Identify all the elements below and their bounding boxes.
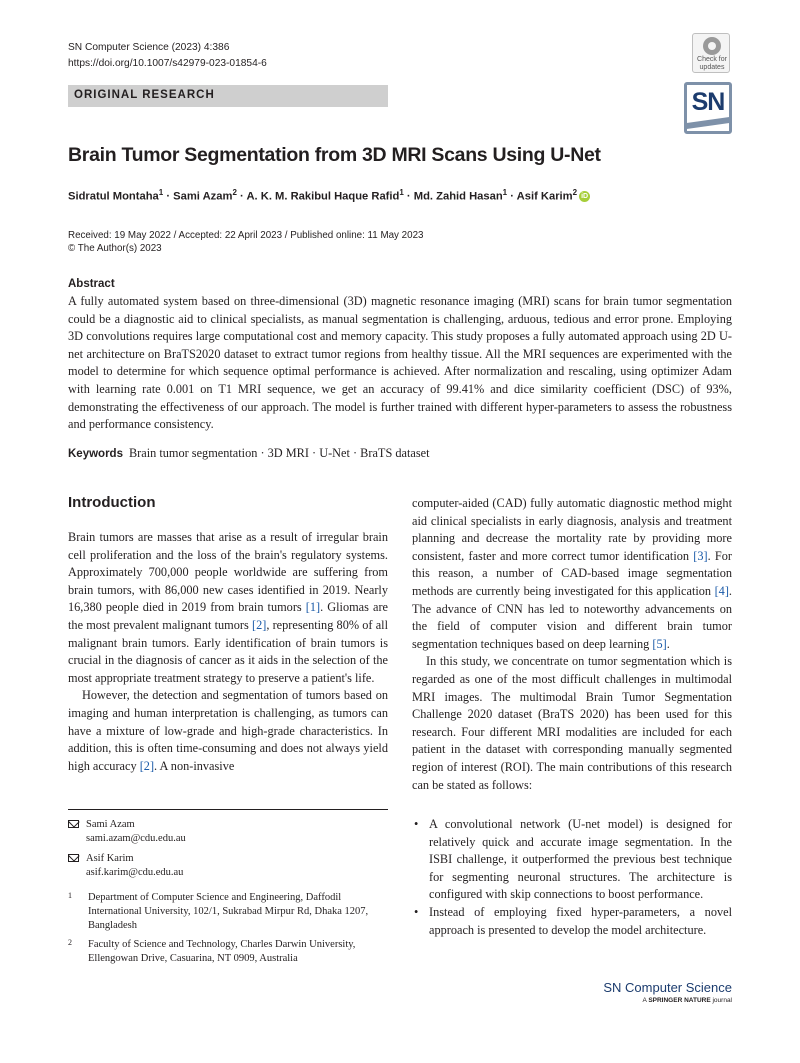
footer-journal-name: SN Computer Science xyxy=(603,980,732,995)
abstract-text: A fully automated system based on three-dimensional (3D) magnetic resonance imaging (MRI) scans for brain tumor segmentation could be a diagnostic aid to clinical specialists, as manual segmentation is challenging, arduous, tedious and error prone. Employing 3D convolutions requires large computational cost and memory capacity. This study proposes a fully automated approach using 2D U-net architecture on BraTS2020 dataset to extract tumor regions from healthy tissue. All the MRI sequences are experimented with the model to determine for which sequence optimal performance is achieved. After normalization and rescaling, using optimizer Adam with learning rate 0.001 on T1 MRI sequence, we get an accuracy of 99.41% and dice similarity coefficient (DSC) of 93%, demonstrating the effectiveness of our approach. The model is further trained with different hyper-parameters to assess the robustness and performance consistency. xyxy=(68,294,732,432)
envelope-icon xyxy=(68,854,79,862)
affiliation-number: 1 xyxy=(68,891,72,900)
intro-paragraph xyxy=(68,529,388,687)
journal-citation: SN Computer Science (2023) 4:386 xyxy=(68,42,230,53)
text-run: . For this reason, a number of CAD-based image segmentation methods are currently being investigated for this application xyxy=(412,548,732,598)
contributions-list xyxy=(412,816,732,939)
section-label-bar xyxy=(68,85,388,107)
keywords-heading: Keywords xyxy=(68,448,123,460)
article-title: Brain Tumor Segmentation from 3D MRI Scans Using U-Net xyxy=(68,144,601,166)
publisher-name: SPRINGER NATURE xyxy=(648,997,711,1004)
affiliation xyxy=(68,938,388,968)
copyright-line: © The Author(s) 2023 xyxy=(68,243,162,254)
publisher-suffix: journal xyxy=(712,997,732,1004)
author-separator: · xyxy=(510,190,514,203)
affiliation xyxy=(68,891,388,935)
sn-logo xyxy=(684,82,732,134)
intro-paragraph xyxy=(68,687,388,775)
citation-link[interactable]: [1] xyxy=(305,600,321,615)
author-separator: · xyxy=(406,190,411,203)
publisher-prefix: A xyxy=(642,997,647,1004)
list-item: • Instead of employing fixed hyper-parameters, a novel approach is presented to develop the model architecture. xyxy=(412,904,732,939)
dates-line: Received: 19 May 2022 / Accepted: 22 April 2023 / Published online: 11 May 2023 xyxy=(68,230,424,241)
intro-right-column xyxy=(412,495,732,794)
check-for-updates-label: Check for updates xyxy=(697,56,727,71)
citation-link[interactable]: [4] xyxy=(714,583,729,598)
citation-link[interactable]: [5] xyxy=(652,636,667,651)
contact-name: Sami Azam xyxy=(86,819,135,830)
envelope-icon xyxy=(68,820,79,828)
author-name[interactable]: Asif Karim xyxy=(516,190,573,203)
intro-left-column xyxy=(68,529,388,775)
affiliation-number: 2 xyxy=(68,938,72,947)
text-run: . xyxy=(666,636,670,651)
affiliation-text: Faculty of Science and Technology, Charles Darwin University, Ellengowan Drive, Casuarina, NT 0909, Australia xyxy=(88,939,356,964)
section-label: ORIGINAL RESEARCH xyxy=(74,89,215,101)
author-name[interactable]: A. K. M. Rakibul Haque Rafid xyxy=(246,190,400,203)
intro-paragraph: In this study, we concentrate on tumor segmentation which is regarded as one of the most difficult challenges in multimodal MRI images. The multimodal Brain Tumor Segmentation Challenge 2020 dataset (BraTS 2020) has been used for this research. Four different MRI modalities are included for each patient in the dataset with corresponding manually segmented region of interest (ROI). The main contributions of this research can be stated as follows: xyxy=(412,654,732,792)
citation-link[interactable]: [3] xyxy=(693,548,708,563)
author-name[interactable]: Sami Azam xyxy=(173,190,233,203)
author-separator: · xyxy=(166,190,171,203)
text-run: Brain tumors are masses that arise as a result of irregular brain cell proliferation and the loss of the brain's regulatory systems. Approximately 700,000 people worldwide are suffering from brain tumors, with 86,000 new cases identified in 2019. Nearly 16,380 people died in 2019 from brain tumors xyxy=(68,530,388,615)
contact-email[interactable]: sami.azam@cdu.edu.au xyxy=(86,833,186,844)
introduction-heading: Introduction xyxy=(68,494,156,511)
keywords xyxy=(68,446,430,461)
doi-link[interactable]: https://doi.org/10.1007/s42979-023-01854-6 xyxy=(68,58,267,69)
text-run: , representing 80% of all malignant brain tumors. Early identification of brain tumors is crucial in the diagnosis of cancer as it aids in the selection of the most appropriate treatment strategy to preserve a patient's life. xyxy=(68,617,388,685)
intro-paragraph xyxy=(412,495,732,653)
author-name[interactable]: Md. Zahid Hasan xyxy=(413,190,503,203)
check-for-updates-icon[interactable] xyxy=(692,33,730,73)
footnote-divider xyxy=(68,809,388,810)
abstract-heading: Abstract xyxy=(68,278,115,290)
footer-publisher xyxy=(560,997,732,1004)
corresponding-author-contact xyxy=(68,818,388,848)
corresponding-author-contact xyxy=(68,852,388,882)
text-run: . The advance of CNN has led to noteworthy advancements on the field of computer vision and different brain tumor segmentation techniques based on deep learning xyxy=(412,583,732,651)
contact-name: Asif Karim xyxy=(86,853,134,864)
text-run: However, the detection and segmentation of tumors based on imaging and human interpretation is challenging, as tumors can have a mixture of low-grade and high-grade characteristics. In addition, this is often time-consuming and does not always yield high accuracy xyxy=(68,688,388,773)
publication-dates xyxy=(68,229,423,255)
author-name[interactable]: Sidratul Montaha xyxy=(68,190,159,203)
text-run: computer-aided (CAD) fully automatic diagnostic method might aid clinical specialists in early diagnosis, analysis and treatment planning and decrease the mortality rate by providing more consistent, faster and more correct tumor identification xyxy=(412,496,732,563)
citation-link[interactable]: [2] xyxy=(251,617,267,632)
text-run: . A non-invasive xyxy=(154,758,235,773)
sn-logo-text: SN xyxy=(691,88,725,116)
text-run: . Gliomas are the most prevalent malignant tumors xyxy=(68,600,388,632)
affiliation-text: Department of Computer Science and Engineering, Daffodil International University, 102/1, Sukrabad Mirpur Rd, Dhaka 1207, Bangladesh xyxy=(88,892,369,931)
citation-link[interactable]: [2] xyxy=(139,758,155,773)
author-separator: · xyxy=(240,190,244,203)
orcid-icon[interactable]: iD xyxy=(581,193,589,201)
contact-email[interactable]: asif.karim@cdu.edu.au xyxy=(86,867,184,878)
bookmark-circle-icon xyxy=(703,37,721,55)
author-affil-num: 1 xyxy=(502,188,508,197)
list-item: • A convolutional network (U-net model) is designed for relatively quick and accurate image segmentation. In the ISBI challenge, it outperformed the previous best technique for segmenting neuronal structures. The architecture is configured with skip connections to boost performance. xyxy=(412,816,732,904)
author-affil-num: 1 xyxy=(399,188,404,197)
author-affil-num: 1 xyxy=(158,188,164,197)
author-affil-num: 2 xyxy=(572,188,578,197)
author-list xyxy=(68,188,590,203)
keywords-text: Brain tumor segmentation · 3D MRI · U-Net · BraTS dataset xyxy=(128,446,430,460)
author-affil-num: 2 xyxy=(232,188,237,197)
